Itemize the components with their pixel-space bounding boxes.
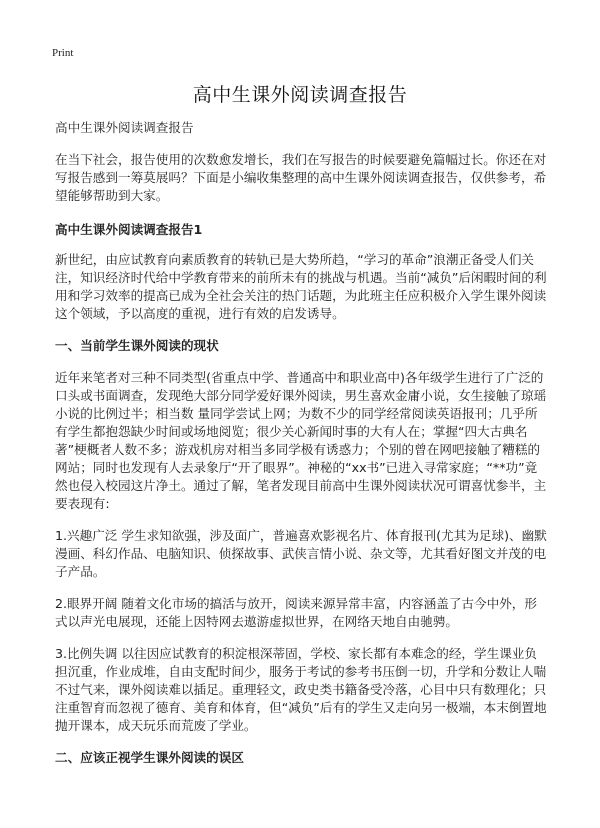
document-subtitle: 高中生课外阅读调查报告 (55, 120, 194, 135)
section-heading-1: 一、当前学生课外阅读的现状 (55, 338, 219, 353)
opening-paragraph: 新世纪，由应试教育向素质教育的转轨已是大势所趋，“学习的革命”浪潮正备受人们关注，知识经济时代给中学教育带来的前所未有的挑战与机遇。当前“减负”后闲暇时间的利用和学习效率的提高已成为全社会关注的热门话题，为此班主任应积极介入学生课外阅读这个领域，予以高度的重视，进行有效的启发诱导。 (55, 252, 547, 321)
section-1-paragraph: 近年来笔者对三种不同类型(省重点中学、普通高中和职业高中)各年级学生进行了广泛的口头或书面调查，发现绝大部分同学爱好课外阅读，男生喜欢金庸小说，女生接触了琼瑶小说的比例过半；相当数 量同学尝试上网；为数不少的同学经常阅读英语报刊；几乎所有学生都抱怨缺少时间或场地阅览；很少关心新闻时事的大有人在；掌握“四大古典名著”梗概者人数不多；游戏机房对相当多同学极有诱惑力；个别的曾在网吧接触了糟糕的网站；同时也发现有人去录象厅“开了眼界”。神秘的“xx书”已进入寻常家庭；“**功”竟然也侵入校园这片净土。通过了解，笔者发现目前高中生课外阅读状况可谓喜忧参半，主要表现有: (55, 370, 547, 511)
section-heading-2: 二、应该正视学生课外阅读的误区 (55, 750, 244, 765)
intro-paragraph: 在当下社会，报告使用的次数愈发增长，我们在写报告的时候要避免篇幅过长。你还在对写报告感到一筹莫展吗？下面是小编收集整理的高中生课外阅读调查报告，仅供参考，希望能够帮助到大家。 (55, 152, 547, 203)
list-item: 2.眼界开阔 随着文化市场的搞活与放开，阅读来源异常丰富，内容涵盖了古今中外，形式以声光电展现，还能上因特网去遨游虚拟世界，在网络天地自由驰骋。 (55, 596, 537, 629)
list-item: 3.比例失调 以往因应试教育的积淀根深蒂固，学校、家长都有本难念的经，学生课业负担沉重，作业成堆，自由支配时间少，服务于考试的参考书压倒一切，升学和分数让人喘不过气来，课外阅读难以插足。重理轻文，政史类书籍备受冷落，心目中只有数理化；只注重智育而忽视了德育、美育和体育，但“减负”后有的学生又走向另一极端，本末倒置地抛开课本，成天玩乐而荒废了学业。 (55, 646, 547, 733)
document-body (55, 119, 548, 781)
report-heading: 高中生课外阅读调查报告1 (55, 222, 203, 237)
list-item: 1.兴趣广泛 学生求知欲强，涉及面广，普遍喜欢影视名片、体育报刊(尤其为足球)、幽默漫画、科幻作品、电脑知识、侦探故事、武侠言情小说、杂文等，尤其看好图文并茂的电子产品。 (55, 528, 547, 579)
print-link[interactable]: Print (52, 47, 74, 59)
page-title: 高中生课外阅读调查报告 (192, 84, 408, 106)
